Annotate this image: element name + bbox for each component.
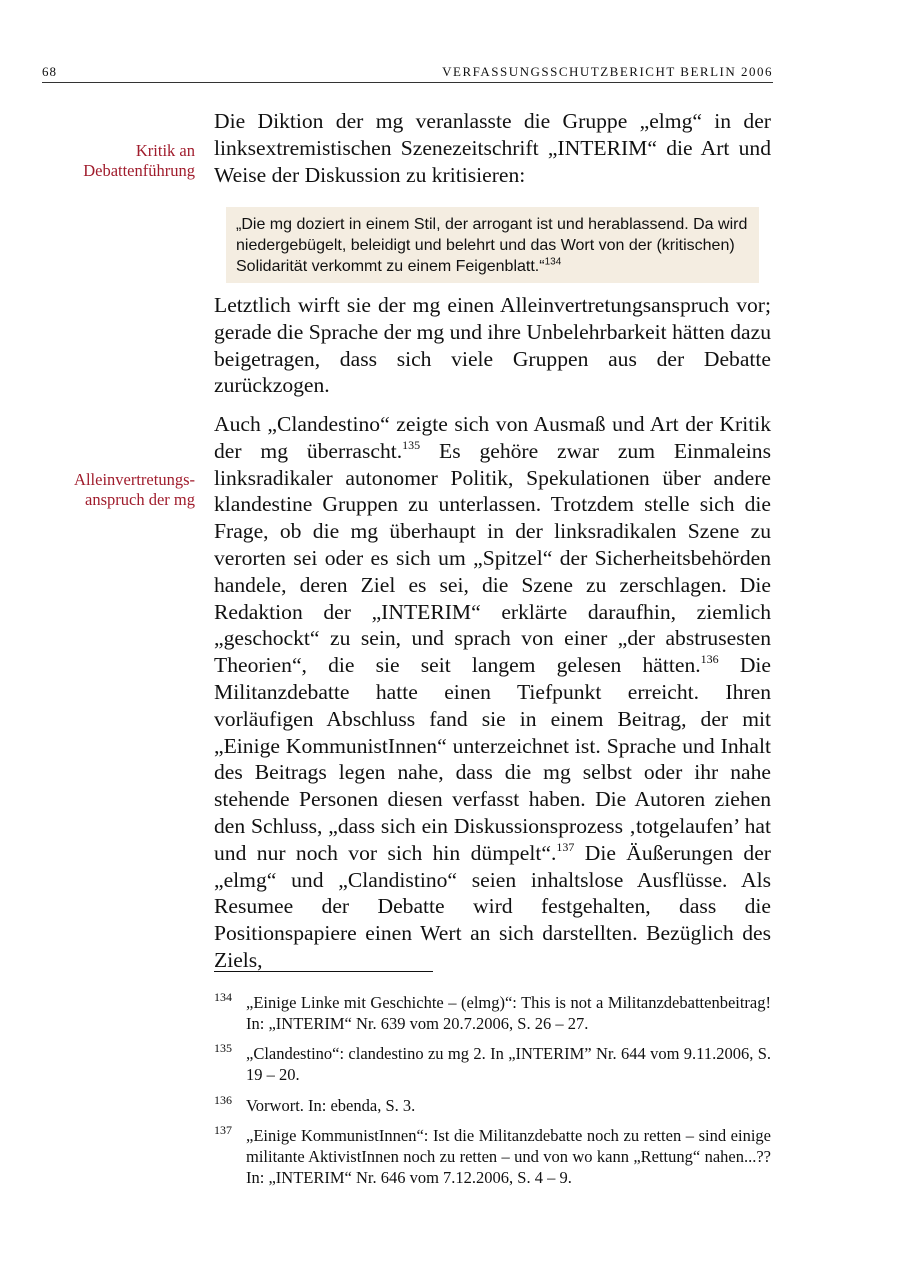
- paragraph-1-block: [214, 108, 771, 188]
- paragraph-1: Die Diktion der mg veranlasste die Gruppe „elmg“ in der linksextremistischen Szenezeitschrift „INTERIM“ die Art und Weise der Diskussion zu kritisieren:: [214, 109, 771, 187]
- footnote-ref-136[interactable]: 136: [700, 651, 719, 666]
- quote-text: „Die mg doziert in einem Stil, der arrogant ist und herablassend. Da wird niedergebügelt, beleidigt und belehrt und das Wort von der (kritischen) Solidarität verkommt zu einem Feigenblatt.“: [236, 216, 748, 275]
- footnote-number: 135: [214, 1041, 232, 1055]
- margin-note-alleinvertretung: Alleinvertretungs- anspruch der mg: [74, 470, 195, 509]
- footnote-137: [214, 1125, 771, 1188]
- footnote-text: Vorwort. In: ebenda, S. 3.: [246, 1096, 416, 1115]
- footnote-136: [214, 1095, 771, 1116]
- footnote-text: „Einige KommunistInnen“: Ist die Militanzdebatte noch zu retten – sind einige militante AktivistInnen noch zu retten – und von wo kann „Rettung“ nahen...?? In: „INTERIM“ Nr. 646 vom 7.12.2006, S. 4 – 9.: [246, 1126, 771, 1187]
- paragraph-2: Letztlich wirft sie der mg einen Alleinvertretungsanspruch vor; gerade die Sprache der mg und ihre Unbelehrbarkeit hätten dazu beigetragen, dass sich viele Gruppen aus der Debatte zurückzogen.: [214, 293, 771, 398]
- footnote-text: „Einige Linke mit Geschichte – (elmg)“: This is not a Militanzdebattenbeitrag! In: „INTERIM“ Nr. 639 vom 20.7.2006, S. 26 – 27.: [246, 993, 771, 1033]
- paragraph-3-part-c: Die Militanzdebatte hatte einen Tiefpunkt erreicht. Ihren vorläufigen Abschluss fand sie in einem Beitrag, der mit „Einige KommunistInnen“ unterzeichnet ist. Sprache und Inhalt des Beitrags legen nahe, dass die mg selbst oder ihr nahe stehende Personen diesen verfasst haben. Die Autoren ziehen den Schluss, „dass sich ein Diskussionsprozess ‚totgelaufen’ hat und nur noch vor sich hin dümpelt“.: [214, 653, 772, 865]
- quote-footnote-ref[interactable]: 134: [544, 256, 562, 268]
- footnote-134: [214, 992, 771, 1034]
- footnote-ref-135[interactable]: 135: [402, 437, 421, 452]
- footnote-number: 137: [214, 1123, 232, 1137]
- footnote-ref-137[interactable]: 137: [556, 839, 575, 854]
- paragraph-3: [214, 411, 771, 974]
- footnote-number: 136: [214, 1093, 232, 1107]
- running-title: VERFASSUNGSSCHUTZBERICHT BERLIN 2006: [442, 64, 773, 79]
- paragraph-3-part-a: Auch „Clandestino“ zeigte sich von Ausmaß und Art der Kritik der mg überrascht.: [214, 412, 771, 463]
- paragraph-2-block: [214, 292, 771, 399]
- footnote-divider: [214, 971, 433, 972]
- margin-note-kritik: Kritik an Debattenführung: [83, 141, 195, 180]
- page-header: [42, 62, 773, 83]
- paragraph-3-block: [214, 411, 771, 974]
- footnote-135: [214, 1043, 771, 1085]
- paragraph-3-part-d: Die Äußerungen der „elmg“ und „Clandistino“ seien inhaltslose Ausflüsse. Als Resumee der Debatte wird festgehalten, dass die Positionspapiere einen Wert an sich darstellten. Bezüglich des Ziels,: [214, 840, 771, 972]
- page-number: 68: [42, 64, 57, 79]
- block-quote: [226, 207, 759, 283]
- footnote-text: „Clandestino“: clandestino zu mg 2. In „INTERIM” Nr. 644 vom 9.11.2006, S. 19 – 20.: [246, 1044, 771, 1084]
- footnote-number: 134: [214, 990, 232, 1004]
- paragraph-3-part-b: Es gehöre zwar zum Einmaleins linksradikaler autonomer Politik, Spekulationen über andere klandestine Gruppen zu unterlassen. Trotzdem stelle sich die Frage, ob die mg überhaupt in der linksradikalen Szene zu verorten sei oder es sich um „Spitzel“ der Sicherheitsbehörden handele, deren Ziel es sei, die Szene zu zerschlagen. Die Redaktion der „INTERIM“ erklärte daraufhin, ziemlich „geschockt“ zu sein, und sprach von einer „der abstrusesten Theorien“, die sie seit langem gelesen hätten.: [214, 438, 771, 678]
